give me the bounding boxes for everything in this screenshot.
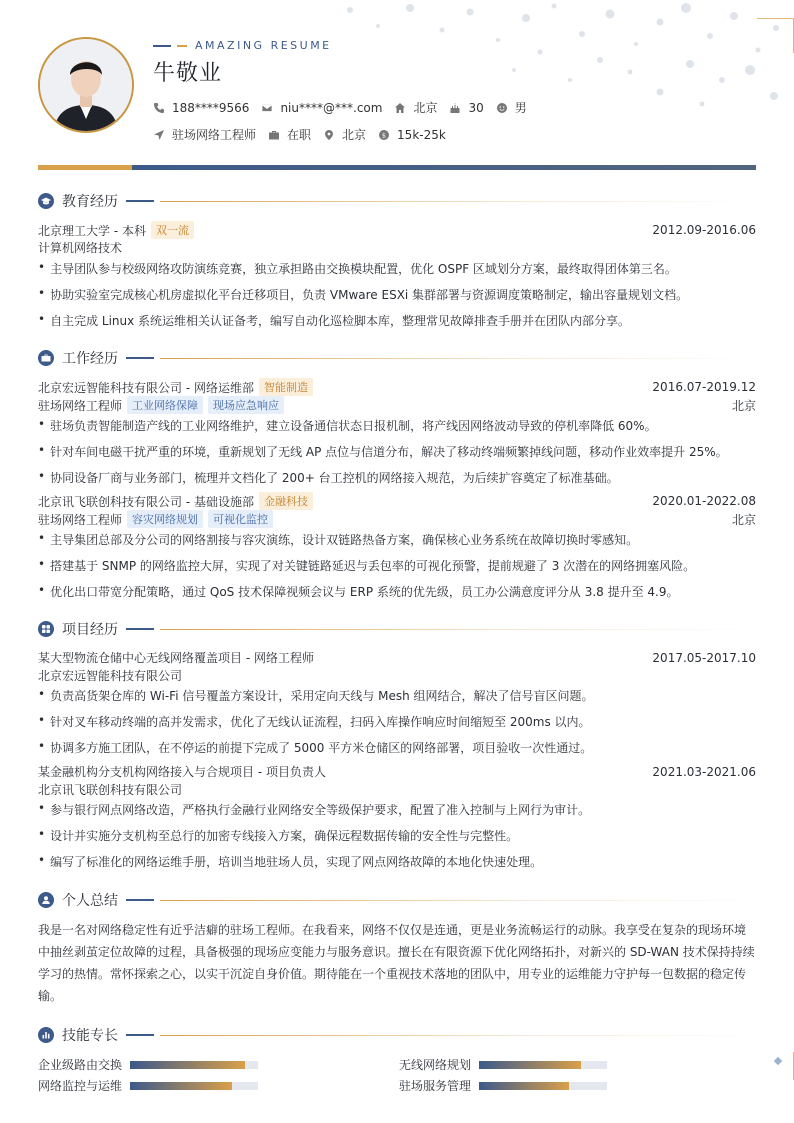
status-item <box>268 126 311 143</box>
job-intent-row <box>153 126 458 143</box>
skill-bar-fill <box>479 1061 581 1069</box>
phone-icon <box>153 102 165 114</box>
list-item: • 协同设备厂商与业务部门，梳理并文档化了 200+ 台工控机的网络接入规范，为后续扩容奠定了标准基础。 <box>38 469 756 486</box>
company-name: 北京讯飞联创科技有限公司 - 基础设施部 <box>38 494 254 509</box>
project-date: 2021.03-2021.06 <box>652 764 756 779</box>
education-date: 2012.09-2016.06 <box>652 223 756 237</box>
section-title: 技能专长 <box>62 1028 118 1044</box>
skill-tag: 可视化监控 <box>208 510 273 528</box>
project-name: 某大型物流仓储中心无线网络覆盖项目 - 网络工程师 <box>38 651 314 665</box>
tagline <box>153 39 332 52</box>
phone-item <box>153 101 249 115</box>
skill-tag: 工业网络保障 <box>127 396 203 414</box>
section-header-summary <box>38 891 756 909</box>
gender-text: 男 <box>514 101 527 115</box>
candidate-name: 牛敬业 <box>153 61 223 86</box>
section-header-projects <box>38 620 756 638</box>
position-text: 驻场网络工程师 <box>172 128 257 142</box>
skill-name: 驻场服务管理 <box>399 1079 472 1093</box>
skill-bar-fill <box>130 1082 232 1090</box>
list-item: • 负责高货架仓库的 Wi-Fi 信号覆盖方案设计，采用定向天线与 Mesh 组网结合，解决了信号盲区问题。 <box>38 687 756 704</box>
cake-icon <box>449 102 461 114</box>
status-text: 在职 <box>287 128 312 142</box>
salary-item <box>378 128 446 142</box>
bar-chart-icon <box>38 1027 54 1043</box>
home-icon <box>394 102 406 114</box>
list-item: • 针对车间电磁干扰严重的环境，重新规划了无线 AP 点位与信道分布，解决了移动终端频繁掉线问题，移动作业效率提升 25%。 <box>38 443 756 460</box>
list-item: • 主导集团总部及分公司的网络割接与容灾演练，设计双链路热备方案，确保核心业务系统在故障切换时零感知。 <box>38 531 756 548</box>
avatar <box>38 37 134 133</box>
corner-decoration-bottom <box>773 1052 794 1080</box>
list-item: • 自主完成 Linux 系统运维相关认证备考，编写自动化巡检脚本库，整理常见故障排查手册并在团队内部分享。 <box>38 312 756 329</box>
user-icon <box>38 892 54 908</box>
school-tag: 双一流 <box>151 221 194 239</box>
header-divider-bar <box>38 165 756 170</box>
city-item <box>394 99 437 116</box>
gender-item <box>496 99 527 116</box>
job-title: 驻场网络工程师 <box>38 398 123 413</box>
project-company: 北京宏远智能科技有限公司 <box>38 669 183 683</box>
send-icon <box>153 129 165 141</box>
skill-item <box>38 1077 258 1094</box>
project-entry-header <box>38 763 756 780</box>
mail-icon <box>261 102 273 114</box>
work-role-row <box>38 396 756 414</box>
contact-row <box>153 99 539 116</box>
skill-bar <box>479 1061 607 1069</box>
skill-bar <box>130 1082 258 1090</box>
section-title: 工作经历 <box>62 351 118 367</box>
list-item: • 优化出口带宽分配策略，通过 QoS 技术保障视频会议与 ERP 系统的优先级，员工办公满意度评分从 3.8 提升至 4.9。 <box>38 583 756 600</box>
skill-tag: 现场应急响应 <box>208 396 284 414</box>
list-item: • 搭建基于 SNMP 的网络监控大屏，实现了对关键链路延迟与丢包率的可视化预警，提前规避了 3 次潜在的网络拥塞风险。 <box>38 557 756 574</box>
work-entry-header <box>38 492 756 510</box>
work-role-row <box>38 510 756 528</box>
corner-decoration-top <box>757 18 794 53</box>
work-location: 北京 <box>731 398 756 413</box>
company-name: 北京宏远智能科技有限公司 - 网络运维部 <box>38 380 254 395</box>
skill-item <box>399 1077 607 1094</box>
job-title: 驻场网络工程师 <box>38 512 123 527</box>
skill-bar-fill <box>479 1082 569 1090</box>
education-entry-header <box>38 221 756 239</box>
target-city-item <box>323 126 366 143</box>
section-title: 项目经历 <box>62 622 118 638</box>
email-text: niu****@***.com <box>280 100 383 115</box>
industry-tag: 金融科技 <box>259 492 313 510</box>
grid-icon <box>38 621 54 637</box>
work-entry-header <box>38 378 756 396</box>
project-name: 某金融机构分支机构网络接入与合规项目 - 项目负责人 <box>38 765 326 779</box>
position-item <box>153 126 256 143</box>
skill-tag: 容灾网络规划 <box>127 510 203 528</box>
list-item: • 参与银行网点网络改造，严格执行金融行业网络安全等级保护要求，配置了准入控制与上网行为审计。 <box>38 801 756 818</box>
section-header-skills <box>38 1026 756 1044</box>
work-date: 2016.07-2019.12 <box>652 380 756 394</box>
major: 计算机网络技术 <box>38 241 123 255</box>
person-photo-icon <box>40 39 132 131</box>
section-title: 教育经历 <box>62 194 118 210</box>
list-item: • 设计并实施分支机构至总行的加密专线接入方案，确保远程数据传输的安全性与完整性。 <box>38 827 756 844</box>
section-header-work <box>38 349 756 367</box>
skill-bar <box>130 1061 258 1069</box>
list-item: • 驻场负责智能制造产线的工业网络维护，建立设备通信状态日报机制，将产线因网络波动导致的停机率降低 60%。 <box>38 417 756 434</box>
age-text: 30 <box>468 100 484 115</box>
skill-item <box>399 1056 607 1073</box>
skill-name: 网络监控与运维 <box>38 1079 123 1093</box>
list-item: • 针对叉车移动终端的高并发需求，优化了无线认证流程，扫码入库操作响应时间缩短至 200ms 以内。 <box>38 713 756 730</box>
skill-name: 无线网络规划 <box>399 1058 472 1072</box>
project-company: 北京讯飞联创科技有限公司 <box>38 783 183 797</box>
school-name: 北京理工大学 - 本科 <box>38 223 146 238</box>
project-entry-header <box>38 649 756 666</box>
briefcase-icon <box>38 350 54 366</box>
work-location: 北京 <box>731 512 756 527</box>
email-item <box>261 101 382 115</box>
phone-text: 188****9566 <box>172 100 250 115</box>
skill-bar-fill <box>130 1061 245 1069</box>
section-title: 个人总结 <box>62 893 118 909</box>
list-item: • 主导团队参与校级网络攻防演练竞赛，独立承担路由交换模块配置，优化 OSPF 区域划分方案，最终取得团体第三名。 <box>38 260 756 277</box>
list-item: • 协助实验室完成核心机房虚拟化平台迁移项目，负责 VMware ESXi 集群部署与资源调度策略制定，输出容量规划文档。 <box>38 286 756 303</box>
age-item <box>449 101 483 115</box>
location-pin-icon <box>323 129 335 141</box>
money-icon <box>378 129 390 141</box>
tagline-text: AMAZING RESUME <box>195 39 332 52</box>
project-date: 2017.05-2017.10 <box>652 650 756 665</box>
smiley-icon <box>496 102 508 114</box>
section-header-education <box>38 192 756 210</box>
work-date: 2020.01-2022.08 <box>652 494 756 508</box>
industry-tag: 智能制造 <box>259 378 313 396</box>
skill-bar <box>479 1082 607 1090</box>
briefcase-icon <box>268 129 280 141</box>
salary-text: 15k-25k <box>397 127 446 142</box>
list-item: • 编写了标准化的网络运维手册，培训当地驻场人员，实现了网点网络故障的本地化快速处理。 <box>38 853 756 870</box>
city-text: 北京 <box>413 101 438 115</box>
summary-text: 我是一名对网络稳定性有近乎洁癖的驻场工程师。在我看来，网络不仅仅是连通，更是业务流畅运行的动脉。我享受在复杂的现场环境中抽丝剥茧定位故障的过程，具备极强的现场应变能力与服务意识。擅长在有限资源下优化网络拓扑，对新兴的 SD-WAN 技术保持持续学习的热情。常怀探索之心，以实干沉淀自身价值。期待能在一个重视技术落地的团队中，用专业的运维能力守护每一包数据的稳定传输。 <box>38 923 755 1003</box>
list-item: • 协调多方施工团队，在不停运的前提下完成了 5000 平方米仓储区的网络部署，项目验收一次性通过。 <box>38 739 756 756</box>
graduation-cap-icon <box>38 193 54 209</box>
target-city-text: 北京 <box>342 128 367 142</box>
skill-item <box>38 1056 258 1073</box>
skill-name: 企业级路由交换 <box>38 1058 123 1072</box>
svg-text:$: $ <box>381 130 387 139</box>
